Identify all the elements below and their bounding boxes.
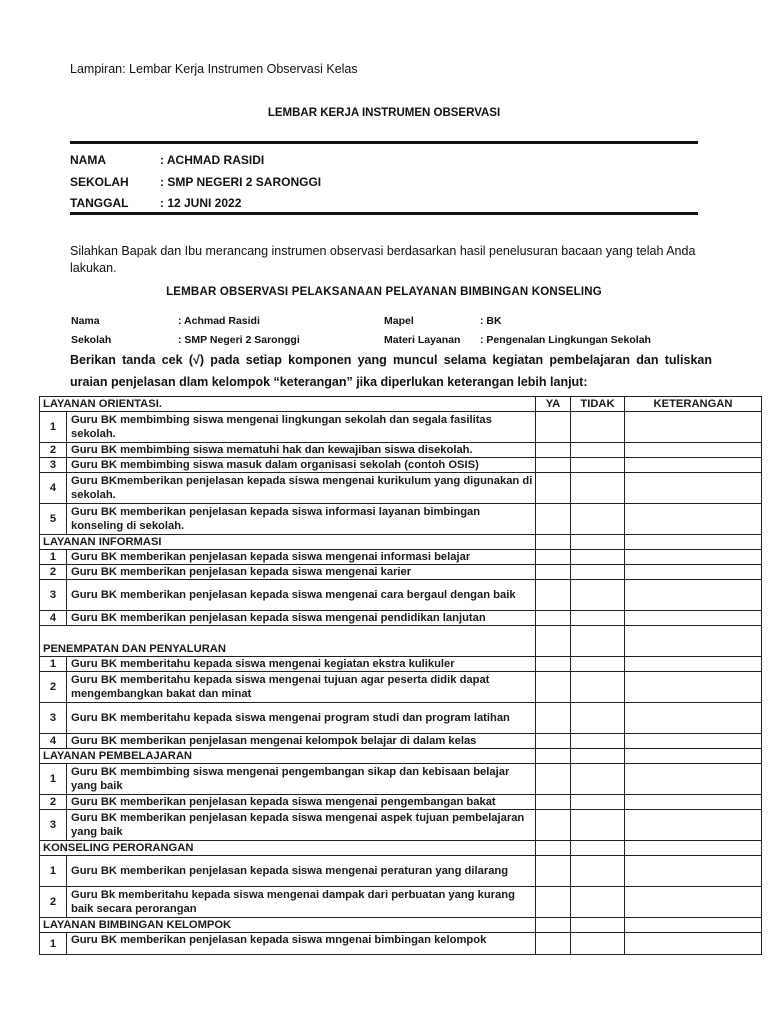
tidak-cell[interactable] [571,856,625,887]
item-text: Guru BK memberikan penjelasan kepada siswa mengenai pengembangan bakat [67,795,536,810]
keterangan-cell[interactable] [625,504,762,535]
table-row [40,443,762,458]
item-number: 1 [40,933,67,955]
item-text: Guru BK memberikan penjelasan kepada siswa mengenai peraturan yang dilarang [67,856,536,887]
ya-cell[interactable] [536,672,571,703]
ya-cell[interactable] [536,703,571,734]
table-row [40,887,762,918]
ya-cell[interactable] [536,473,571,504]
item-number: 2 [40,565,67,580]
meta-sekolah-label: Sekolah [71,334,112,346]
table-row [40,734,762,749]
ya-cell [536,749,571,764]
instruction-line-2: uraian penjelasan dlam kelompok “keterangan” jika diperlukan keterangan lebih lanjut: [70,375,588,389]
item-text: Guru BK membimbing siswa mematuhi hak dan kewajiban siswa disekolah. [67,443,536,458]
ya-cell[interactable] [536,550,571,565]
ya-cell[interactable] [536,412,571,443]
ya-cell[interactable] [536,657,571,672]
section-row [40,535,762,550]
item-text: Guru BKmemberikan penjelasan kepada siswa mengenai kurikulum yang digunakan di sekolah. [67,473,536,504]
identity-value: : ACHMAD RASIDI [160,153,265,167]
identity-label: SEKOLAH [70,175,129,189]
section-row [40,749,762,764]
ya-cell[interactable] [536,933,571,955]
table-row [40,672,762,703]
meta-sekolah-value: : SMP Negeri 2 Saronggi [178,334,300,346]
instruction-line-1: Berikan tanda cek (√) pada setiap komponen yang muncul selama kegiatan pembelajaran dan tuliskan [70,353,712,367]
item-number: 1 [40,856,67,887]
item-number: 1 [40,764,67,795]
table-row [40,611,762,626]
item-text: Guru Bk memberitahu kepada siswa mengenai dampak dari perbuatan yang kurang baik secara perorangan [67,887,536,918]
keterangan-cell[interactable] [625,473,762,504]
tidak-cell[interactable] [571,887,625,918]
tidak-cell [571,535,625,550]
item-number: 2 [40,443,67,458]
tidak-cell[interactable] [571,657,625,672]
keterangan-cell[interactable] [625,795,762,810]
section-heading: LAYANAN PEMBELAJARAN [40,749,536,764]
item-number: 3 [40,580,67,611]
tidak-cell[interactable] [571,734,625,749]
section-row [40,626,762,657]
tidak-cell[interactable] [571,672,625,703]
ya-cell[interactable] [536,887,571,918]
identity-value: : 12 JUNI 2022 [160,196,242,210]
item-number: 4 [40,611,67,626]
tidak-cell [571,841,625,856]
table-row [40,565,762,580]
keterangan-cell [625,918,762,933]
item-text: Guru BK memberikan penjelasan mengenai kelompok belajar di dalam kelas [67,734,536,749]
item-number: 3 [40,810,67,841]
item-text: Guru BK memberikan penjelasan kepada siswa informasi layanan bimbingan konseling di sekolah. [67,504,536,535]
item-text: Guru BK memberitahu kepada siswa mengenai tujuan agar peserta didik dapat mengembangkan bakat dan minat [67,672,536,703]
keterangan-cell[interactable] [625,458,762,473]
column-header-ya: YA [536,397,571,412]
tidak-cell[interactable] [571,810,625,841]
ya-cell[interactable] [536,565,571,580]
ya-cell [536,535,571,550]
meta-materi-label: Materi Layanan [384,334,461,346]
ya-cell[interactable] [536,458,571,473]
section-heading: LAYANAN INFORMASI [40,535,536,550]
keterangan-cell [625,535,762,550]
keterangan-cell[interactable] [625,703,762,734]
keterangan-cell[interactable] [625,810,762,841]
table-row [40,580,762,611]
item-number: 4 [40,473,67,504]
tidak-cell[interactable] [571,764,625,795]
tidak-cell[interactable] [571,565,625,580]
table-row [40,703,762,734]
keterangan-cell[interactable] [625,443,762,458]
item-number: 3 [40,703,67,734]
tidak-cell [571,749,625,764]
identity-label: TANGGAL [70,196,129,210]
meta-materi-value: : Pengenalan Lingkungan Sekolah [480,334,651,346]
table-header-row [40,397,762,412]
section-heading: PENEMPATAN DAN PENYALURAN [40,626,536,657]
tidak-cell[interactable] [571,611,625,626]
ya-cell[interactable] [536,504,571,535]
item-text: Guru BK membimbing siswa mengenai lingkungan sekolah dan segala fasilitas sekolah. [67,412,536,443]
keterangan-cell[interactable] [625,412,762,443]
tidak-cell [571,918,625,933]
table-row [40,504,762,535]
tidak-cell[interactable] [571,580,625,611]
table-row [40,473,762,504]
item-number: 1 [40,550,67,565]
keterangan-cell[interactable] [625,550,762,565]
table-row [40,933,762,955]
ya-cell[interactable] [536,580,571,611]
ya-cell [536,918,571,933]
tidak-cell [571,626,625,657]
ya-cell[interactable] [536,795,571,810]
keterangan-cell[interactable] [625,565,762,580]
table-row [40,458,762,473]
ya-cell[interactable] [536,443,571,458]
tidak-cell[interactable] [571,703,625,734]
item-number: 4 [40,734,67,749]
item-text: Guru BK memberikan penjelasan kepada siswa mengenai karier [67,565,536,580]
ya-cell[interactable] [536,856,571,887]
keterangan-cell[interactable] [625,887,762,918]
tidak-cell[interactable] [571,412,625,443]
table-row [40,795,762,810]
meta-nama-value: : Achmad Rasidi [178,315,260,327]
top-rule [70,141,698,144]
keterangan-cell[interactable] [625,672,762,703]
attachment-label: Lampiran: Lembar Kerja Instrumen Observasi Kelas [70,62,358,76]
item-number: 2 [40,795,67,810]
identity-value: : SMP NEGERI 2 SARONGGI [160,175,322,189]
item-text: Guru BK memberikan penjelasan kepada siswa mengenai cara bergaul dengan baik [67,580,536,611]
ya-cell[interactable] [536,734,571,749]
intro-paragraph: Silahkan Bapak dan Ibu merancang instrumen observasi berdasarkan hasil penelusuran bacaan yang telah Anda lakukan. [70,244,696,275]
meta-mapel-value: : BK [480,315,502,327]
observation-table [39,396,762,955]
ya-cell[interactable] [536,611,571,626]
section-row [40,841,762,856]
keterangan-cell[interactable] [625,764,762,795]
ya-cell [536,841,571,856]
item-text: Guru BK memberitahu kepada siswa mengenai program studi dan program latihan [67,703,536,734]
tidak-cell[interactable] [571,933,625,955]
item-number: 1 [40,657,67,672]
section-row [40,918,762,933]
tidak-cell[interactable] [571,458,625,473]
tidak-cell[interactable] [571,795,625,810]
identity-label: NAMA [70,153,106,167]
bottom-rule [70,212,698,215]
item-number: 5 [40,504,67,535]
page-title: LEMBAR KERJA INSTRUMEN OBSERVASI [267,107,501,119]
ya-cell[interactable] [536,764,571,795]
item-text: Guru BK membimbing siswa masuk dalam organisasi sekolah (contoh OSIS) [67,458,536,473]
keterangan-cell[interactable] [625,933,762,955]
identity-row-tanggal [70,196,241,210]
column-header-keterangan: KETERANGAN [625,397,762,412]
ya-cell [536,626,571,657]
item-number: 2 [40,887,67,918]
form-title: LEMBAR OBSERVASI PELAKSANAAN PELAYANAN BIMBINGAN KONSELING [166,286,602,298]
item-number: 1 [40,412,67,443]
item-text: Guru BK memberitahu kepada siswa mengenai kegiatan ekstra kulikuler [67,657,536,672]
section-heading: LAYANAN ORIENTASI. [40,397,536,412]
keterangan-cell [625,626,762,657]
tidak-cell[interactable] [571,504,625,535]
keterangan-cell[interactable] [625,734,762,749]
meta-nama-label: Nama [71,315,100,327]
keterangan-cell [625,841,762,856]
ya-cell[interactable] [536,810,571,841]
keterangan-cell[interactable] [625,856,762,887]
item-text: Guru BK memberikan penjelasan kepada siswa mngenai bimbingan kelompok [67,933,536,955]
section-heading: KONSELING PERORANGAN [40,841,536,856]
table-row [40,856,762,887]
item-number: 3 [40,458,67,473]
tidak-cell[interactable] [571,473,625,504]
keterangan-cell[interactable] [625,657,762,672]
meta-mapel-label: Mapel [384,315,414,327]
tidak-cell[interactable] [571,443,625,458]
item-number: 2 [40,672,67,703]
tidak-cell[interactable] [571,550,625,565]
keterangan-cell[interactable] [625,611,762,626]
item-text: Guru BK memberikan penjelasan kepada siswa mengenai aspek tujuan pembelajaran yang baik [67,810,536,841]
table-row [40,657,762,672]
item-text: Guru BK memberikan penjelasan kepada siswa mengenai pendidikan lanjutan [67,611,536,626]
section-heading: LAYANAN BIMBINGAN KELOMPOK [40,918,536,933]
keterangan-cell [625,749,762,764]
table-row [40,764,762,795]
identity-row-sekolah [70,175,321,189]
item-text: Guru BK membimbing siswa mengenai pengembangan sikap dan kebisaan belajar yang baik [67,764,536,795]
table-row [40,550,762,565]
item-text: Guru BK memberikan penjelasan kepada siswa mengenai informasi belajar [67,550,536,565]
identity-row-nama [70,153,264,167]
table-row [40,810,762,841]
keterangan-cell[interactable] [625,580,762,611]
table-row [40,412,762,443]
column-header-tidak: TIDAK [571,397,625,412]
